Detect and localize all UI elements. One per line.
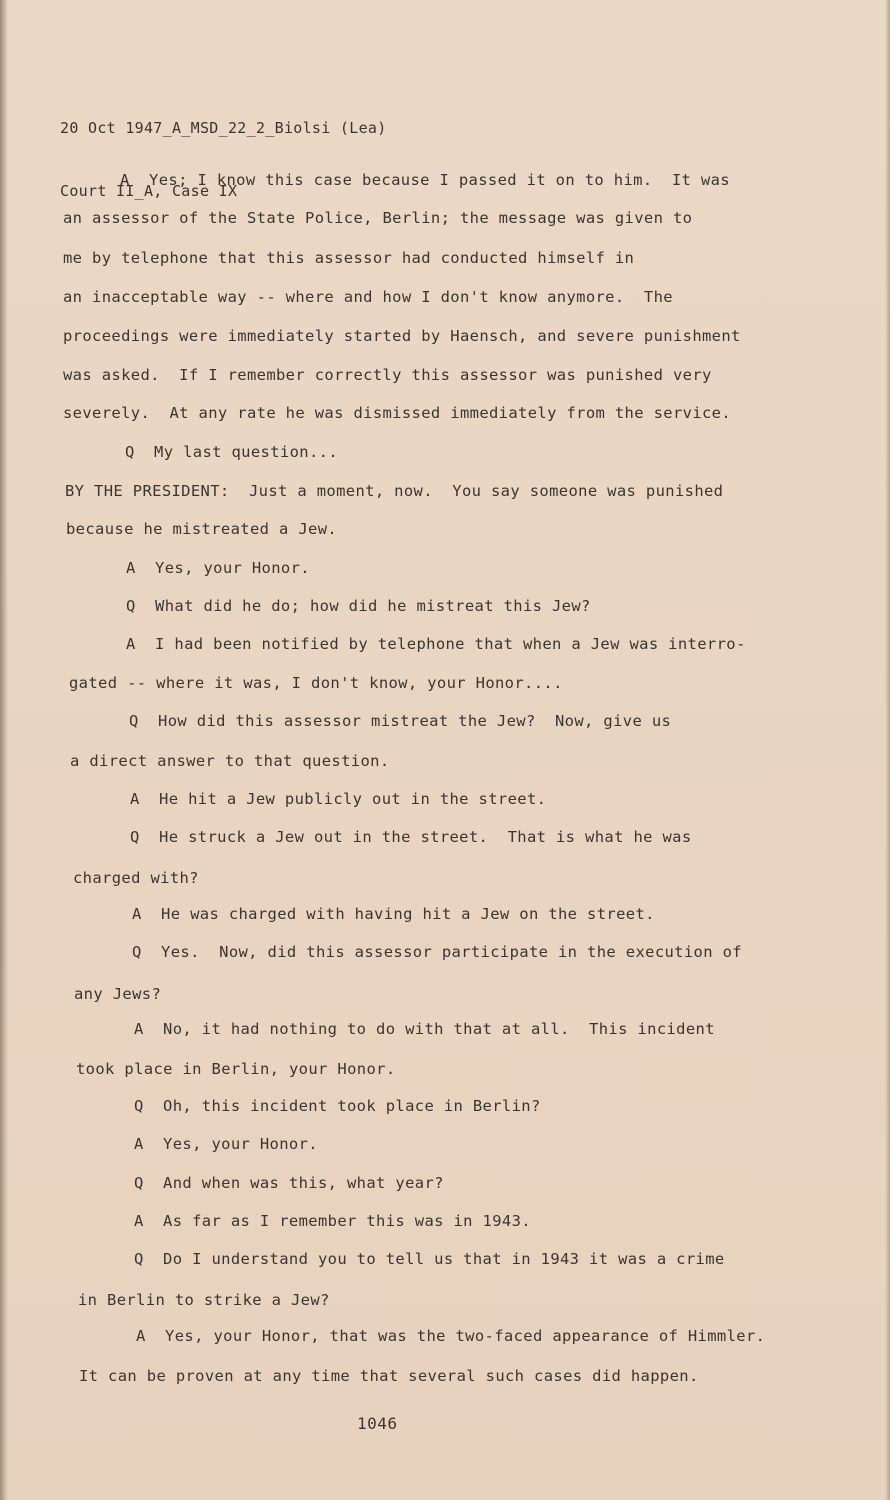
transcript-line: an inacceptable way -- where and how I don't know anymore. The bbox=[63, 288, 673, 306]
transcript-line: Q What did he do; how did he mistreat this Jew? bbox=[126, 597, 591, 615]
page-number: 1046 bbox=[357, 1414, 398, 1433]
page-left-edge-shadow bbox=[0, 0, 8, 1500]
transcript-line: because he mistreated a Jew. bbox=[66, 520, 338, 538]
transcript-line: an assessor of the State Police, Berlin; the message was given to bbox=[63, 209, 693, 227]
transcript-line: A Yes, your Honor. bbox=[126, 559, 310, 577]
transcript-line: charged with? bbox=[73, 869, 199, 887]
transcript-line: took place in Berlin, your Honor. bbox=[76, 1060, 396, 1078]
transcript-line: A He was charged with having hit a Jew on the street. bbox=[132, 905, 655, 923]
transcript-line: Q How did this assessor mistreat the Jew? Now, give us bbox=[129, 712, 672, 730]
header-court-case: Court II_A, Case IX bbox=[60, 182, 238, 200]
header-date-reference: 20 Oct 1947_A_MSD_22_2_Biolsi (Lea) bbox=[60, 119, 387, 137]
transcript-line: A Yes; I know this case because I passed it on to him. It was bbox=[120, 171, 730, 189]
transcript-line: A Yes, your Honor. bbox=[134, 1135, 318, 1153]
transcript-line: me by telephone that this assessor had conducted himself in bbox=[63, 249, 635, 267]
transcript-line: A As far as I remember this was in 1943. bbox=[134, 1212, 531, 1230]
transcript-line: Q And when was this, what year? bbox=[134, 1174, 444, 1192]
transcript-line: severely. At any rate he was dismissed immediately from the service. bbox=[63, 404, 732, 422]
transcript-line: Q He struck a Jew out in the street. That is what he was bbox=[130, 828, 692, 846]
transcript-line: A No, it had nothing to do with that at all. This incident bbox=[134, 1020, 715, 1038]
transcript-line: any Jews? bbox=[74, 985, 162, 1003]
transcript-line: proceedings were immediately started by Haensch, and severe punishment bbox=[63, 327, 741, 345]
transcript-line: Q My last question... bbox=[125, 443, 338, 461]
transcript-line: It can be proven at any time that several such cases did happen. bbox=[79, 1367, 699, 1385]
transcript-line: Q Yes. Now, did this assessor participate in the execution of bbox=[132, 943, 742, 961]
transcript-line: BY THE PRESIDENT: Just a moment, now. You say someone was punished bbox=[65, 482, 724, 500]
transcript-line: a direct answer to that question. bbox=[70, 752, 390, 770]
transcript-line: A I had been notified by telephone that when a Jew was interro- bbox=[126, 635, 746, 653]
transcript-line: in Berlin to strike a Jew? bbox=[78, 1291, 330, 1309]
page-right-edge-shadow bbox=[885, 0, 890, 1500]
transcript-line: was asked. If I remember correctly this assessor was punished very bbox=[63, 366, 712, 384]
transcript-line: A He hit a Jew publicly out in the street. bbox=[130, 790, 547, 808]
transcript-line: Q Do I understand you to tell us that in 1943 it was a crime bbox=[134, 1250, 725, 1268]
transcript-line: A Yes, your Honor, that was the two-faced appearance of Himmler. bbox=[136, 1327, 766, 1345]
transcript-line: Q Oh, this incident took place in Berlin? bbox=[134, 1097, 541, 1115]
transcript-line: gated -- where it was, I don't know, your Honor.... bbox=[69, 674, 563, 692]
